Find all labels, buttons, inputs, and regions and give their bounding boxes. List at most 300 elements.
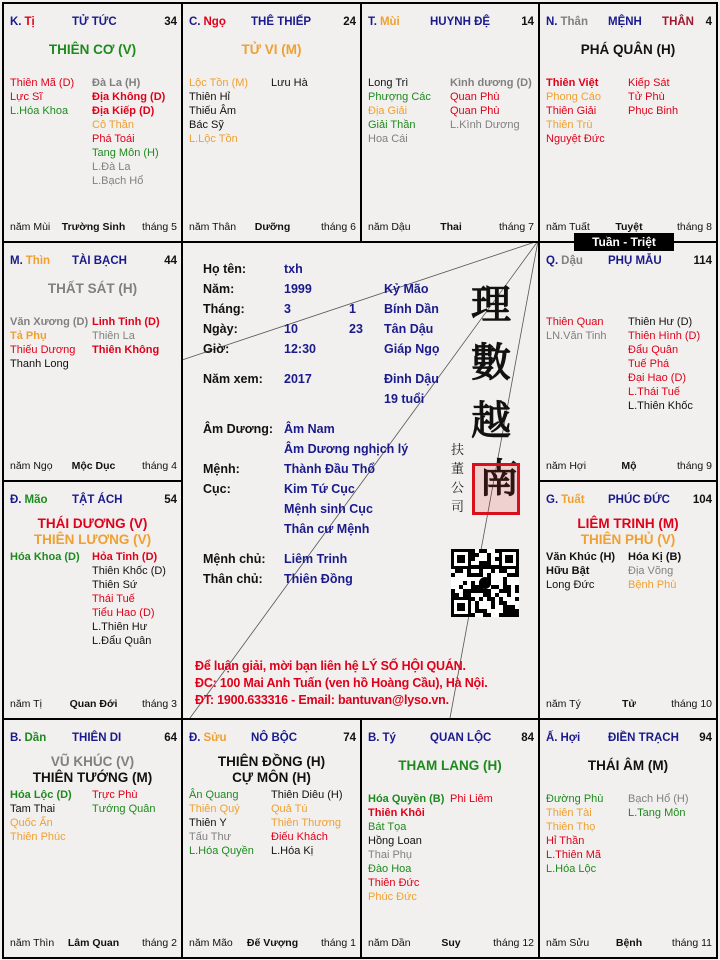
palace-cell[interactable]	[538, 2, 718, 243]
minor-star: Thiên Thọ	[546, 821, 596, 833]
branch-name: Mùi	[379, 16, 400, 28]
palace-header	[10, 255, 177, 269]
palace-stem	[546, 255, 583, 267]
life-stage: Tuyệt	[615, 221, 643, 233]
minor-star: Phục Binh	[628, 105, 679, 117]
branch-name: Thìn	[25, 255, 51, 267]
palace-name: THÊ THIẾP	[251, 16, 312, 28]
calligraphy-character: 數	[471, 339, 511, 386]
minor-star: Thiên Đức	[368, 877, 420, 889]
minor-star: Tang Môn (H)	[92, 147, 159, 159]
main-star: THẤT SÁT (H)	[47, 281, 138, 296]
year-label: năm Mùi	[10, 221, 51, 233]
minor-stars-right	[271, 788, 343, 858]
info-canchi-value: Kỷ Mão	[384, 282, 429, 296]
palace-name: TẬT ÁCH	[72, 494, 123, 506]
minor-star: L.Hóa Khoa	[10, 105, 69, 117]
minor-stars-right	[271, 76, 308, 90]
minor-star: Quan Phù	[450, 105, 500, 117]
minor-star: Thiên Sứ	[92, 579, 138, 591]
palace-name: PHÚC ĐỨC	[608, 494, 670, 506]
life-stage: Mộc Dục	[71, 460, 116, 472]
minor-star: L.Thái Tuế	[628, 386, 680, 398]
minor-star: Bạch Hổ (H)	[628, 793, 689, 805]
minor-stars-right	[92, 550, 166, 648]
stem-prefix: T.	[368, 16, 377, 28]
major-period-age: 94	[699, 732, 712, 744]
life-stage: Trường Sinh	[61, 221, 126, 233]
year-label: năm Dậu	[368, 221, 411, 233]
month-label: tháng 5	[141, 221, 177, 233]
info-value: 10	[284, 322, 298, 336]
minor-star: L.Kình Dương	[450, 119, 520, 131]
info-value: Mệnh sinh Cục	[284, 502, 373, 516]
minor-star: L.Lộc Tồn	[189, 133, 238, 145]
life-stage: Suy	[441, 937, 461, 949]
minor-star: Phi Liêm	[450, 793, 493, 805]
life-stage: Dưỡng	[254, 221, 291, 233]
main-stars	[4, 516, 181, 548]
major-period-age: 64	[164, 732, 177, 744]
palace-footer	[546, 460, 712, 474]
life-stage: Mộ	[621, 460, 637, 472]
minor-stars-right	[450, 76, 532, 132]
minor-star: L.Thiên Khốc	[628, 400, 693, 412]
life-stage: Quan Đới	[69, 698, 118, 710]
palace-name: NÔ BỘC	[251, 732, 297, 744]
stem-prefix: B.	[10, 732, 22, 744]
palace-cell[interactable]	[181, 718, 362, 959]
minor-star: Thiên Diêu (H)	[271, 789, 343, 801]
minor-star: Kình dương (D)	[450, 77, 532, 89]
minor-star: L.Thiên Mã	[546, 849, 602, 861]
palace-footer	[189, 221, 356, 235]
palace-footer	[10, 460, 177, 474]
branch-name: Dần	[24, 732, 47, 744]
month-label: tháng 4	[141, 460, 177, 472]
branch-name: Mão	[24, 494, 48, 506]
minor-star: Thiên Mã (D)	[10, 77, 75, 89]
palace-header	[10, 494, 177, 508]
year-label: năm Ngọ	[10, 460, 53, 472]
info-label: Thân chủ:	[203, 572, 263, 586]
stem-prefix: N.	[546, 16, 558, 28]
month-label: tháng 3	[141, 698, 177, 710]
minor-star: Quốc Ấn	[10, 817, 53, 829]
minor-star: L.Tang Môn	[628, 807, 686, 819]
minor-star: Thiên Giải	[546, 105, 597, 117]
info-value: Thành Đầu Thổ	[284, 462, 375, 476]
palace-cell[interactable]	[360, 718, 540, 959]
palace-stem	[546, 732, 580, 744]
branch-name: Thân	[560, 16, 588, 28]
minor-stars-right	[92, 315, 160, 357]
life-stage: Đế Vượng	[246, 937, 299, 949]
minor-star: Tam Thai	[10, 803, 56, 815]
palace-name: ĐIỀN TRẠCH	[608, 732, 679, 744]
info-value: txh	[284, 262, 303, 276]
month-label: tháng 8	[676, 221, 712, 233]
minor-stars-right	[628, 315, 700, 413]
info-value: Thiên Đồng	[284, 572, 353, 586]
minor-star: Ân Quang	[189, 789, 239, 801]
stem-prefix: Đ.	[189, 732, 201, 744]
minor-star: Thiên Hỉ	[189, 91, 230, 103]
palace-header	[546, 255, 712, 269]
year-label: năm Thân	[189, 221, 237, 233]
minor-star: L.Hóa Kị	[271, 845, 314, 857]
palace-name: QUAN LỘC	[430, 732, 492, 744]
main-star: THAM LANG (H)	[398, 758, 502, 773]
palace-footer	[368, 937, 534, 951]
palace-stem	[546, 494, 585, 506]
year-label: năm Mão	[189, 937, 233, 949]
branch-name: Tị	[24, 16, 35, 28]
palace-footer	[546, 698, 712, 712]
minor-star: Quả Tú	[271, 803, 308, 815]
minor-star: Đẩu Quân	[628, 344, 679, 356]
palace-name: HUYNH ĐỆ	[430, 16, 491, 28]
minor-star: Thiên Y	[189, 817, 227, 829]
seal-text: 扶董公司	[451, 443, 465, 515]
minor-star: Tử Phù	[628, 91, 665, 103]
main-stars	[183, 42, 360, 58]
minor-star: Kiếp Sát	[628, 77, 670, 89]
year-label: năm Sửu	[546, 937, 590, 949]
stem-prefix: Q.	[546, 255, 559, 267]
major-period-age: 24	[343, 16, 356, 28]
minor-stars-left	[10, 76, 74, 118]
info-value: 12:30	[284, 342, 316, 356]
life-stage: Lâm Quan	[67, 937, 120, 949]
main-stars	[540, 516, 716, 548]
minor-star: Hoa Cái	[368, 133, 408, 145]
minor-stars-right	[628, 550, 681, 592]
major-period-age: 14	[521, 16, 534, 28]
minor-star: Quan Phù	[450, 91, 500, 103]
month-label: tháng 9	[676, 460, 712, 472]
palace-footer	[546, 937, 712, 951]
major-period-age: 4	[705, 16, 712, 28]
palace-name: TÀI BẠCH	[72, 255, 127, 267]
calligraphy-character: 理	[471, 281, 511, 328]
palace-stem	[189, 16, 226, 28]
main-stars	[4, 42, 181, 58]
palace-cell[interactable]	[360, 2, 540, 243]
palace-header	[10, 16, 177, 30]
minor-star: Long Trì	[368, 77, 409, 89]
info-label: Năm:	[203, 282, 235, 296]
minor-star: Thiên Tài	[546, 807, 592, 819]
seal-stamp	[472, 463, 520, 515]
palace-header	[546, 732, 712, 746]
major-period-age: 74	[343, 732, 356, 744]
minor-stars-left	[189, 788, 254, 858]
info-value: 2017	[284, 372, 312, 386]
year-label: năm Thìn	[10, 937, 55, 949]
minor-star: Bác Sỹ	[189, 119, 224, 131]
stem-prefix: K.	[10, 16, 22, 28]
minor-stars-left	[546, 792, 603, 876]
palace-header	[10, 732, 177, 746]
main-stars	[183, 754, 360, 786]
minor-star: Thai Phụ	[368, 849, 413, 861]
minor-star: Hồng Loan	[368, 835, 422, 847]
info-canchi-value: Bính Dần	[384, 302, 439, 316]
minor-star: Thiên Không	[92, 344, 160, 356]
main-stars	[540, 758, 716, 774]
info-canchi-value: Giáp Ngọ	[384, 342, 440, 356]
info-label: Mệnh chủ:	[203, 552, 266, 566]
minor-star: Thái Tuế	[92, 593, 135, 605]
palace-cell[interactable]	[181, 2, 362, 243]
info-label: Năm xem:	[203, 372, 263, 386]
minor-stars-left	[368, 792, 444, 904]
branch-name: Ngọ	[203, 16, 226, 28]
palace-footer	[189, 937, 356, 951]
minor-stars-right	[92, 76, 165, 188]
minor-star: Tả Phụ	[10, 330, 47, 342]
main-star: TỬ VI (M)	[241, 42, 302, 57]
palace-cell[interactable]	[2, 241, 183, 482]
minor-star: Tiểu Hao (D)	[92, 607, 155, 619]
palace-header	[546, 494, 712, 508]
minor-star: Tuế Phá	[628, 358, 670, 370]
month-label: tháng 6	[320, 221, 356, 233]
year-label: năm Tý	[546, 698, 581, 710]
palace-cell[interactable]	[538, 241, 718, 482]
minor-star: Địa Võng	[628, 565, 674, 577]
info-lunar-value: 1	[349, 302, 356, 316]
info-canchi-value: Đinh Dậu	[384, 372, 439, 386]
year-label: năm Hợi	[546, 460, 587, 472]
minor-stars-right	[628, 76, 678, 118]
month-label: tháng 1	[320, 937, 356, 949]
major-period-age: 114	[693, 255, 712, 267]
minor-star: Thiên Khốc (D)	[92, 565, 166, 577]
minor-star: Bát Tọa	[368, 821, 407, 833]
calligraphy-character: 越	[471, 397, 511, 444]
minor-stars-left	[546, 76, 605, 146]
than-marker: THÂN	[662, 16, 694, 28]
minor-star: Bệnh Phù	[628, 579, 677, 591]
life-stage: Thai	[440, 221, 462, 233]
palace-cell[interactable]	[2, 718, 183, 959]
main-star: CỰ MÔN (H)	[232, 770, 311, 785]
contact-line: ĐC: 100 Mai Anh Tuấn (ven hồ Hoàng Cầu), Hà Nội.	[195, 676, 488, 690]
minor-stars-left	[189, 76, 248, 146]
minor-stars-right	[628, 792, 689, 820]
stem-prefix: Đ.	[10, 494, 22, 506]
info-value: Âm Nam	[284, 422, 335, 436]
main-star: THÁI DƯƠNG (V)	[37, 516, 148, 531]
info-value: Kim Tứ Cục	[284, 482, 355, 496]
minor-star: Thiếu Âm	[189, 105, 237, 117]
minor-star: Phúc Đức	[368, 891, 417, 903]
minor-star: Phong Cáo	[546, 91, 602, 103]
center-info-panel	[181, 241, 538, 718]
info-value: Thân cư Mệnh	[284, 522, 370, 536]
info-value: 3	[284, 302, 291, 316]
minor-stars-left	[10, 788, 72, 844]
minor-stars-left	[10, 315, 88, 371]
info-value: 1999	[284, 282, 312, 296]
minor-star: Hỉ Thần	[546, 835, 585, 847]
main-star: PHÁ QUÂN (H)	[580, 42, 676, 57]
stem-prefix: B.	[368, 732, 380, 744]
branch-name: Sửu	[203, 732, 227, 744]
palace-stem	[368, 16, 400, 28]
palace-header	[189, 732, 356, 746]
minor-star: Hóa Kị (B)	[628, 551, 682, 563]
minor-stars-left	[546, 315, 607, 343]
info-lunar-value: 23	[349, 322, 363, 336]
minor-star: Phượng Các	[368, 91, 431, 103]
qr-code-icon[interactable]	[451, 549, 519, 617]
minor-star: Địa Giải	[368, 105, 408, 117]
minor-star: Hóa Lộc (D)	[10, 789, 72, 801]
palace-footer	[368, 221, 534, 235]
major-period-age: 104	[692, 494, 712, 506]
palace-cell[interactable]	[538, 718, 718, 959]
minor-stars-right	[92, 788, 156, 816]
minor-star: Lưu Hà	[271, 77, 308, 89]
main-stars	[540, 42, 716, 58]
main-stars	[4, 754, 181, 786]
branch-name: Dậu	[561, 255, 583, 267]
palace-stem	[368, 732, 396, 744]
minor-star: L.Đẩu Quân	[92, 635, 152, 647]
minor-star: Lộc Tồn (M)	[189, 77, 249, 89]
contact-line: Để luận giải, mời bạn liên hệ LÝ SỐ HỘI QUÁN.	[195, 659, 466, 673]
minor-star: Đào Hoa	[368, 863, 412, 875]
branch-name: Tuất	[561, 494, 585, 506]
main-star: LIÊM TRINH (M)	[577, 516, 679, 531]
minor-star: Văn Khúc (H)	[546, 551, 616, 563]
minor-star: Địa Không (D)	[92, 91, 166, 103]
minor-star: Điếu Khách	[271, 831, 328, 843]
main-star: THIÊN ĐỒNG (H)	[217, 754, 326, 769]
stem-prefix: G.	[546, 494, 559, 506]
minor-star: Nguyệt Đức	[546, 133, 605, 145]
minor-star: Linh Tinh (D)	[92, 316, 160, 328]
minor-star: L.Thiên Hư	[92, 621, 148, 633]
minor-star: Thiên La	[92, 330, 135, 342]
life-stage: Bệnh	[615, 937, 643, 949]
minor-star: Đại Hao (D)	[628, 372, 687, 384]
palace-cell[interactable]	[2, 480, 183, 720]
minor-stars-right	[450, 792, 493, 806]
palace-cell[interactable]	[538, 480, 718, 720]
palace-cell[interactable]	[2, 2, 183, 243]
minor-star: Thiếu Dương	[10, 344, 76, 356]
minor-star: Thiên Quý	[189, 803, 240, 815]
palace-stem	[546, 16, 588, 28]
stem-prefix: Ấ.	[546, 732, 558, 744]
major-period-age: 54	[164, 494, 177, 506]
info-value: Âm Dương nghịch lý	[284, 442, 409, 456]
minor-star: Hóa Quyền (B)	[368, 793, 445, 805]
main-star: VŨ KHÚC (V)	[50, 754, 135, 769]
info-value: Liêm Trinh	[284, 552, 348, 566]
minor-star: Thiên Trù	[546, 119, 593, 131]
minor-star: Thiên Thương	[271, 817, 342, 829]
minor-stars-left	[368, 76, 431, 146]
palace-footer	[10, 221, 177, 235]
palace-header	[368, 732, 534, 746]
minor-stars-left	[546, 550, 615, 592]
branch-name: Tý	[382, 732, 396, 744]
minor-stars-left	[10, 550, 80, 564]
minor-star: Lực Sĩ	[10, 91, 43, 103]
palace-footer	[10, 698, 177, 712]
month-label: tháng 2	[141, 937, 177, 949]
main-star: THIÊN PHỦ (V)	[580, 532, 676, 547]
info-label: Tháng:	[203, 302, 245, 316]
minor-star: Cô Thần	[92, 119, 134, 131]
year-label: năm Tuất	[546, 221, 590, 233]
minor-star: Hóa Khoa (D)	[10, 551, 80, 563]
main-star: THÁI ÂM (M)	[587, 758, 669, 773]
minor-star: Thiên Việt	[546, 77, 599, 89]
minor-star: Long Đức	[546, 579, 595, 591]
month-label: tháng 10	[671, 698, 712, 710]
info-label: Âm Dương:	[203, 422, 274, 436]
palace-name: PHỤ MẪU	[608, 255, 662, 267]
minor-star: Hỏa Tinh (D)	[92, 551, 158, 563]
palace-header	[368, 16, 534, 30]
main-star: THIÊN TƯỚNG (M)	[32, 770, 153, 785]
palace-footer	[10, 937, 177, 951]
palace-header	[189, 16, 356, 30]
palace-name: THIÊN DI	[72, 732, 122, 744]
minor-star: L.Bạch Hổ	[92, 175, 144, 187]
month-label: tháng 7	[498, 221, 534, 233]
info-label: Ngày:	[203, 322, 238, 336]
minor-star: L.Hóa Quyền	[189, 845, 254, 857]
minor-star: Trực Phù	[92, 789, 138, 801]
palace-stem	[10, 16, 35, 28]
palace-name: MỆNH	[608, 16, 642, 28]
major-period-age: 84	[521, 732, 534, 744]
minor-star: Thiên Hình (D)	[628, 330, 701, 342]
palace-stem	[10, 732, 46, 744]
main-star: THIÊN CƠ (V)	[48, 42, 137, 57]
minor-star: Tấu Thư	[189, 831, 232, 843]
minor-star: Đường Phù	[546, 793, 604, 805]
main-star: THIÊN LƯƠNG (V)	[33, 532, 152, 547]
branch-name: Hợi	[560, 732, 581, 744]
minor-star: L.Hóa Lộc	[546, 863, 597, 875]
minor-star: Thiên Phúc	[10, 831, 66, 843]
minor-star: Thiên Quan	[546, 316, 604, 328]
main-stars	[362, 758, 538, 774]
minor-star: Thiên Hư (D)	[628, 316, 693, 328]
info-label: Họ tên:	[203, 262, 247, 276]
stem-prefix: M.	[10, 255, 23, 267]
calligraphy-character: 南	[479, 455, 519, 502]
stem-prefix: C.	[189, 16, 201, 28]
main-stars	[4, 281, 181, 297]
minor-star: Thiên Khôi	[368, 807, 425, 819]
info-label: Mệnh:	[203, 462, 240, 476]
minor-star: Giải Thần	[368, 119, 416, 131]
major-period-age: 44	[164, 255, 177, 267]
minor-star: Tướng Quân	[92, 803, 156, 815]
info-label: Giờ:	[203, 342, 230, 356]
palace-stem	[10, 255, 50, 267]
palace-stem	[10, 494, 48, 506]
